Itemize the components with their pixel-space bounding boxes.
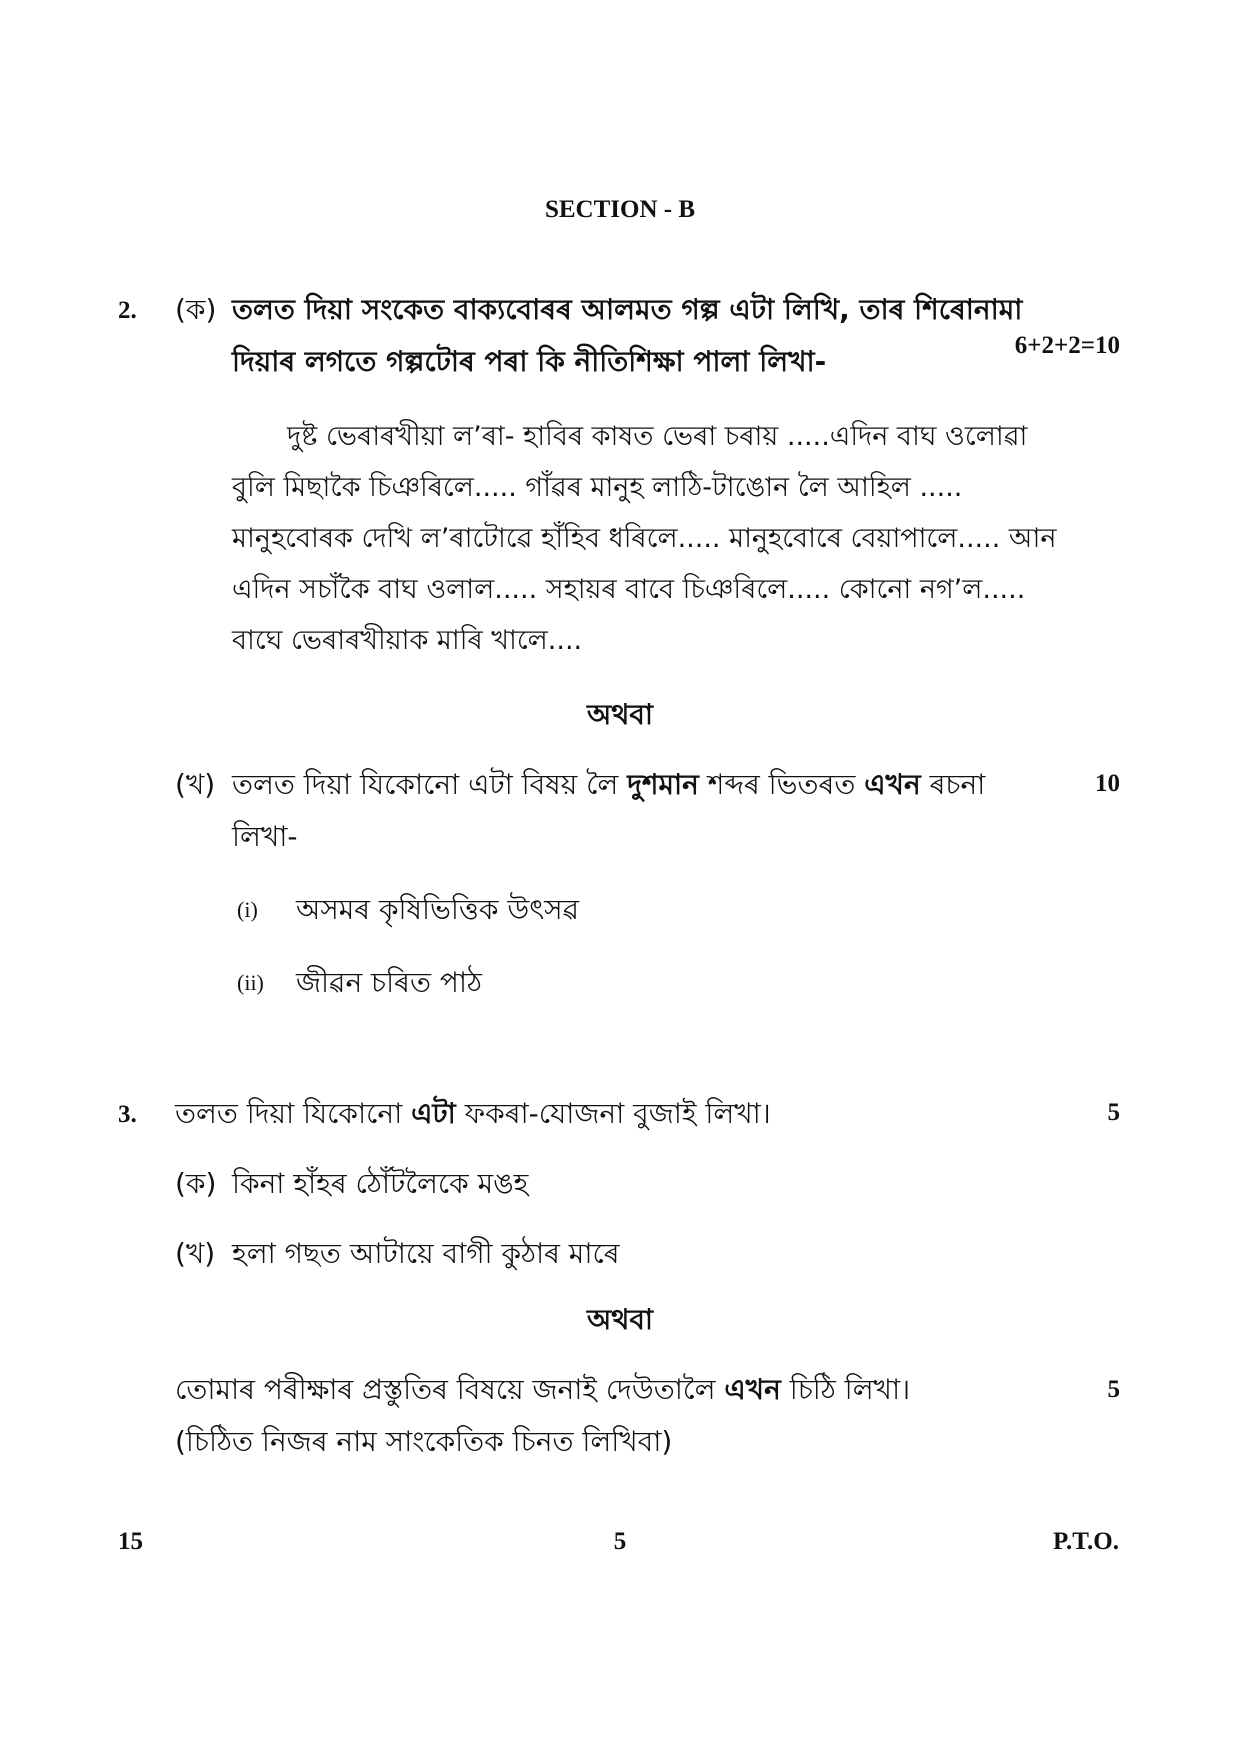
- topic-option-2-number: (ii): [237, 970, 264, 995]
- q2-b-marks: 10: [1095, 770, 1120, 797]
- q2-b-bold-word-one: এখন: [864, 768, 921, 801]
- footer-pto: P.T.O.: [1053, 1528, 1119, 1555]
- q2-option-a-label: (ক): [175, 293, 217, 326]
- q3-text-post: ফকৰা-যোজনা বুজাই লিখা।: [464, 1097, 771, 1130]
- q2-b-instruction-line2: লিখা-: [232, 820, 298, 853]
- passage-line-4: এদিন সচাঁকৈ বাঘ ওলাল..... সহায়ৰ বাবে চিঞৰিলে..... কোনো নগ’ল.....: [232, 574, 1026, 605]
- footer-page-number: 5: [613, 1528, 627, 1555]
- q2-a-instruction-line2: দিয়াৰ লগতে গল্পটোৰ পৰা কি নীতিশিক্ষা পালা লিখা-: [232, 345, 827, 378]
- q3-marks: 5: [1107, 1099, 1120, 1126]
- passage-line-1: দুষ্ট ভেৰাৰখীয়া ল’ৰা- হাবিৰ কাষত ভেৰা চৰায় .....এদিন বাঘ ওলোৱা: [287, 421, 1028, 452]
- letter-instruction-line1: [175, 1368, 910, 1415]
- topic-option-1-text: অসমৰ কৃষিভিত্তিক উৎসৱ: [296, 893, 580, 926]
- footer-paper-code: 15: [118, 1528, 143, 1555]
- passage-line-3: মানুহবোৰক দেখি ল’ৰাটোৱে হাঁহিব ধৰিলে..... মানুহবোৰে বেয়াপালে..... আন: [232, 523, 1057, 554]
- idiom-1-text: কিনা হাঁহৰ ঠোঁটলৈকে মঙহ: [232, 1167, 529, 1200]
- idiom-1-label: (ক): [175, 1167, 217, 1200]
- q3-instruction: [175, 1092, 771, 1139]
- q2-option-b-label: (খ): [175, 768, 216, 801]
- or-divider-q3: অথবা: [586, 1303, 654, 1336]
- letter-text-post: চিঠি লিখা।: [789, 1373, 911, 1406]
- q3-text-pre: তলত দিয়া যিকোনো: [175, 1097, 403, 1130]
- topic-option-2-text: জীৱন চৰিত পাঠ: [296, 966, 482, 999]
- letter-text-pre: তোমাৰ পৰীক্ষাৰ প্ৰস্তুতিৰ বিষয়ে জনাই দেউতালৈ: [175, 1373, 716, 1406]
- letter-marks: 5: [1107, 1376, 1120, 1403]
- letter-instruction-line2: (চিঠিত নিজৰ নাম সাংকেতিক চিনত লিখিবা): [175, 1425, 673, 1458]
- q2-a-marks: 6+2+2=10: [1014, 332, 1120, 359]
- q2-b-text-pre: তলত দিয়া যিকোনো এটা বিষয় লৈ: [232, 768, 619, 801]
- letter-bold-word: এখন: [724, 1373, 781, 1406]
- or-divider-q2: অথবা: [586, 698, 654, 731]
- question-number-2: 2.: [118, 297, 137, 324]
- q2-b-bold-word-count: দুশমান: [627, 768, 699, 801]
- passage-line-5: বাঘে ভেৰাৰখীয়াক মাৰি খালে....: [232, 625, 583, 656]
- q2-b-text-post: ৰচনা: [929, 768, 986, 801]
- idiom-2-text: হলা গছত আটায়ে বাগী কুঠাৰ মাৰে: [232, 1237, 620, 1270]
- passage-line-2: বুলি মিছাকৈ চিঞৰিলে..... গাঁৱৰ মানুহ লাঠি-টাঙোন লৈ আহিল .....: [232, 472, 963, 503]
- q2-a-instruction-line1: তলত দিয়া সংকেত বাক্যবোৰৰ আলমত গল্প এটা লিখি, তাৰ শিৰোনামা: [232, 293, 1023, 326]
- q2-b-text-mid: শব্দৰ ভিতৰত: [707, 768, 856, 801]
- question-number-3: 3.: [118, 1101, 137, 1128]
- q2-b-instruction-line1: [232, 763, 985, 810]
- idiom-2-label: (খ): [175, 1237, 216, 1270]
- q3-bold-word: এটা: [411, 1097, 456, 1130]
- section-title: SECTION - B: [544, 196, 696, 223]
- topic-option-1-number: (i): [237, 897, 258, 922]
